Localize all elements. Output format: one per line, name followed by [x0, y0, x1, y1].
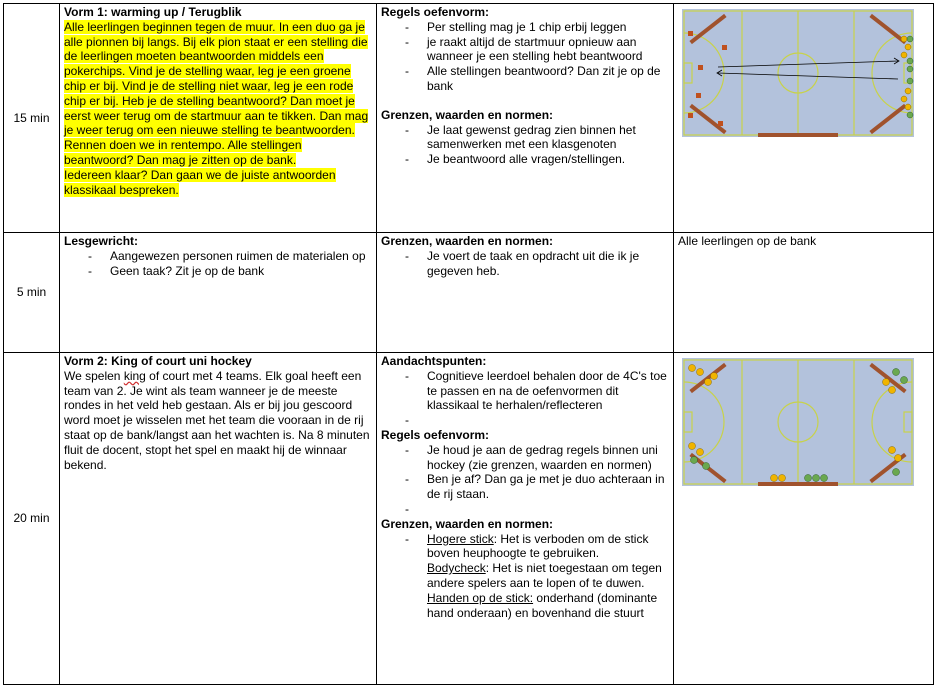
time-cell [4, 353, 60, 685]
norms-heading: Grenzen, waarden en normen: [381, 516, 554, 531]
activity-cell [60, 4, 377, 233]
list-item: - Je voert de taak en opdracht uit die ik je gegeven heb. [405, 249, 669, 279]
list-item: - Geen taak? Zit je op de bank [88, 264, 372, 279]
list-item [405, 532, 669, 621]
field-diagram-warmup [678, 5, 918, 141]
activity-description: Alle leerlingen beginnen tegen de muur. In een duo ga je alle pionnen bij langs. Bij elk pion staat er een stelling die de leerlingen moeten beantwoorden middels een pokerchips. Vind je de stelling waar, leg je een groene chip er bij. Vind je de stelling niet waar, leg je een rode chip er bij. Heb je de stelling beantwoord? Dan moet je eerst weer terug om de startmuur aan te tikken. Dan mag je weer terug om een nieuwe stelling te beantwoorden. [64, 19, 369, 138]
activity-title: Vorm 2: King of court uni hockey [64, 354, 252, 368]
list-item: - Per stelling mag je 1 chip erbij leggen [405, 20, 669, 35]
list-item: - Alle stellingen beantwoord? Dan zit je op de bank [405, 64, 669, 94]
list-item: - Je laat gewenst gedrag zien binnen het samenwerken met een klasgenoten [405, 123, 669, 153]
norms-list [381, 123, 669, 167]
attention-heading: Aandachtspunten: [381, 354, 487, 368]
activity-description-2: Rennen doen we in rentempo. Alle stellingen beantwoord? Dan mag je zitten op de bank. [64, 138, 302, 167]
rules-heading: Regels oefenvorm: [381, 427, 490, 442]
diagram-cell [674, 4, 934, 233]
diagram-cell [674, 353, 934, 685]
duration-label: 5 min [16, 285, 47, 300]
duration-label: 20 min [13, 511, 50, 526]
attention-list [381, 369, 669, 428]
note-text: Alle leerlingen op de bank [678, 234, 817, 248]
activity-cell [60, 353, 377, 685]
field-diagram-hockey [678, 354, 918, 490]
activity-title: Vorm 1: warming up / Terugblik [64, 5, 242, 19]
activity-description-3: Iedereen klaar? Dan gaan we de juiste antwoorden klassikaal bespreken. [64, 167, 336, 197]
table-row [4, 353, 934, 685]
rules-heading: Regels oefenvorm: [381, 5, 490, 19]
norms-cell [377, 233, 674, 353]
norms-list [381, 532, 669, 621]
list-item-empty [405, 502, 669, 517]
activity-title: Lesgewricht: [64, 234, 139, 248]
norm-entry: - Hogere stick: Het is verboden om de stick boven heuphoogte te gebruiken. [427, 531, 649, 561]
lesson-plan-table [3, 3, 934, 685]
list-item-empty [405, 413, 669, 428]
norm-term: Bodycheck [427, 561, 486, 576]
norms-list [381, 249, 669, 279]
norm-entry: Bodycheck: Het is niet toegestaan om tegen andere spelers aan te lopen of te duwen. [427, 561, 662, 590]
rules-cell [377, 4, 674, 233]
list-item: - je raakt altijd de startmuur opnieuw aan wanneer je een stelling hebt beantwoord [405, 35, 669, 65]
norm-term: Handen op de stick: [427, 590, 534, 605]
time-cell [4, 4, 60, 233]
norm-entry: Handen op de stick: onderhand (dominante hand onderaan) en bovenhand die stuurt [427, 590, 658, 620]
activity-description: We spelen king of court met 4 teams. Elk goal heeft een team van 2. Je wint als team wanneer je de meeste rondes in het veld heb gestaan. Als er bij jou gescoord word moet je wisselen met het team die vooraan in de rij staat op de bank/langst aan het wachten is. Na 8 minuten fluit de docent, stopt het spel en maakt hij de winnaar bekend. [64, 368, 370, 472]
duration-label: 15 min [13, 110, 50, 125]
norm-term: Hogere stick [427, 531, 494, 546]
activity-list [64, 249, 372, 279]
activity-cell [60, 233, 377, 353]
list-item: - Ben je af? Dan ga je met je duo achteraan in de rij staan. [405, 472, 669, 502]
table-row [4, 4, 934, 233]
list-item: - Je beantwoord alle vragen/stellingen. [405, 152, 669, 167]
time-cell [4, 233, 60, 353]
note-cell [674, 233, 934, 353]
list-item: - Cognitieve leerdoel behalen door de 4C's toe te passen en na de oefenvormen dit klassikaal te herhalen/reflecteren [405, 369, 669, 413]
table-row [4, 233, 934, 353]
list-item: - Aangewezen personen ruimen de materialen op [88, 249, 372, 264]
rules-list [381, 443, 669, 517]
rules-list [381, 20, 669, 94]
norms-heading: Grenzen, waarden en normen: [381, 107, 554, 122]
norms-heading: Grenzen, waarden en normen: [381, 234, 554, 248]
list-item: - Je houd je aan de gedrag regels binnen uni hockey (zie grenzen, waarden en normen) [405, 443, 669, 473]
spelling-mark: king [123, 368, 146, 383]
rules-cell [377, 353, 674, 685]
